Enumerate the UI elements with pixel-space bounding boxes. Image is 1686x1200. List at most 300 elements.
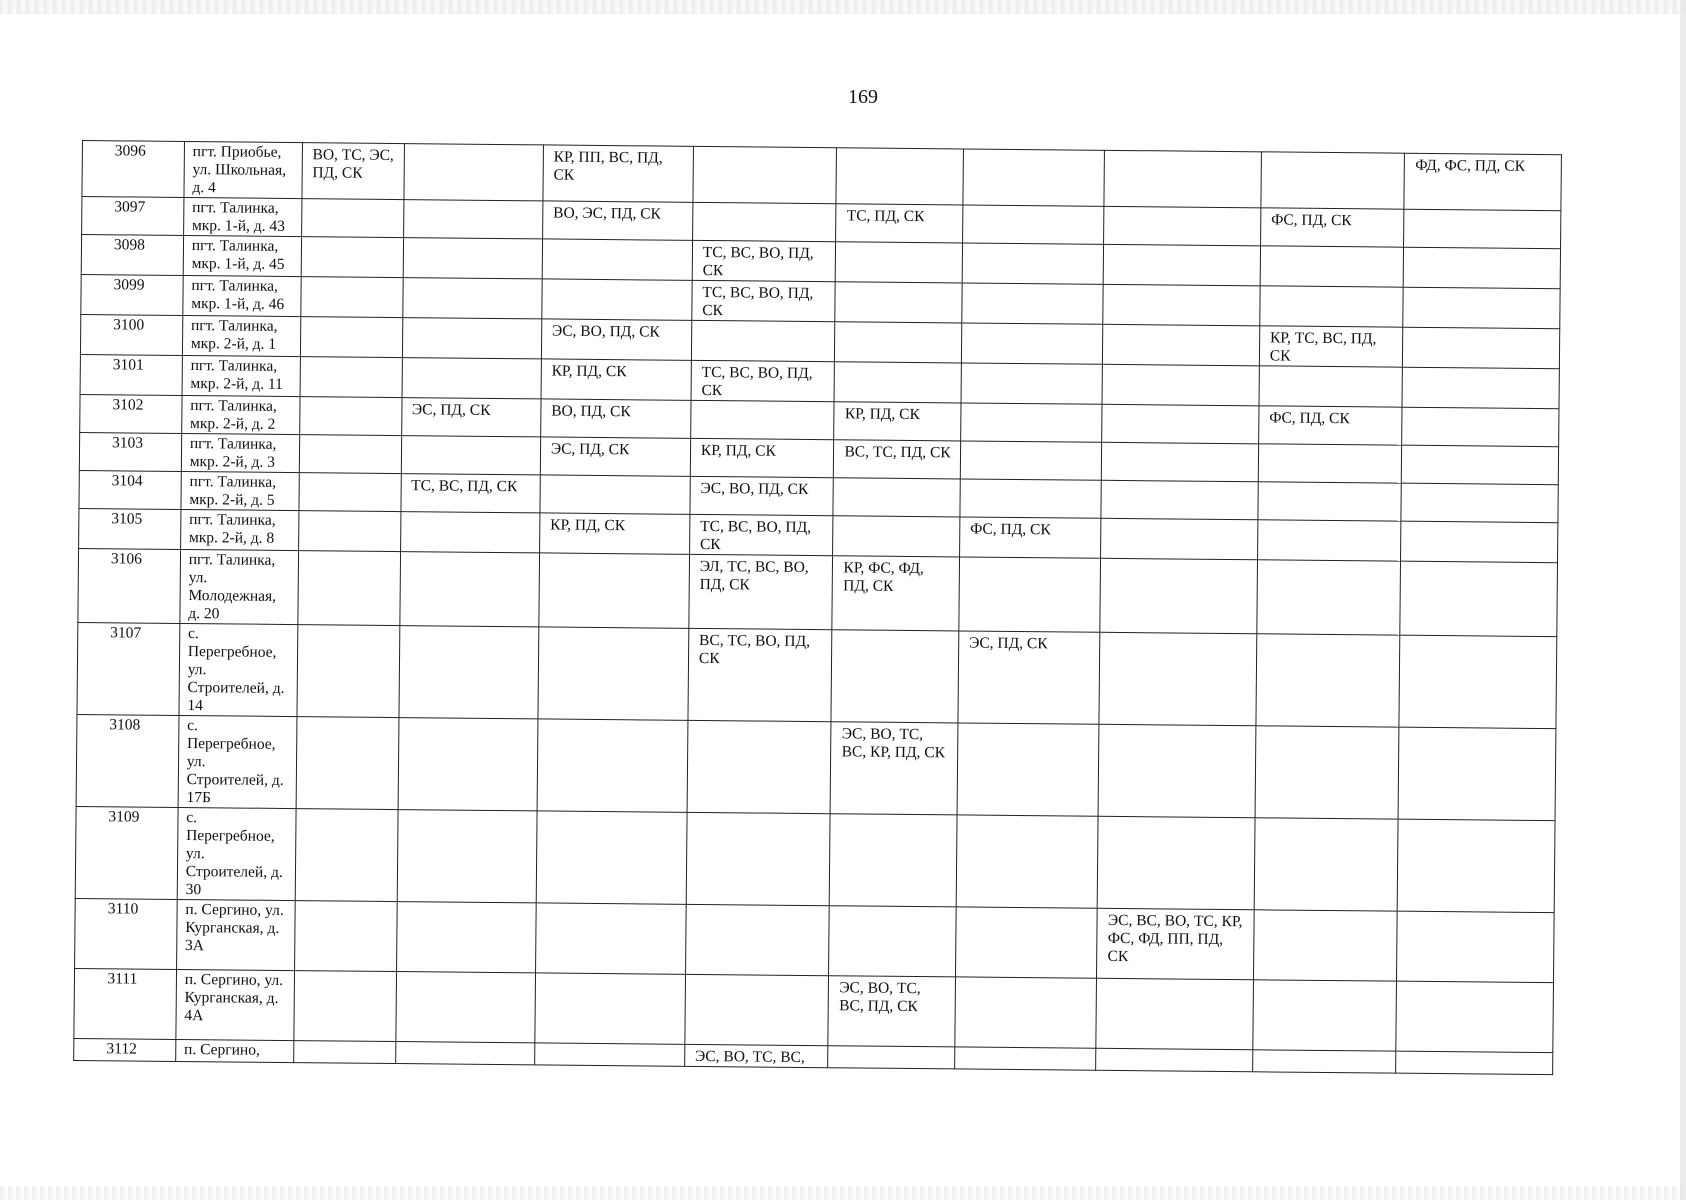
work-type-codes (974, 153, 1096, 154)
work-type-cell (299, 435, 401, 474)
work-type-cell (298, 511, 400, 552)
work-type-cell (299, 473, 401, 512)
work-type-cell (1403, 327, 1560, 369)
table-row (75, 806, 1555, 912)
work-type-codes: КР, ТС, ВС, ПД, СК (1269, 329, 1377, 365)
work-type-codes (846, 285, 953, 286)
address-cell: пгт. Талинка, мкр. 2-й, д. 2 (182, 395, 300, 434)
work-type-codes (847, 151, 954, 152)
work-type-cell (1100, 558, 1257, 633)
work-type-cell (398, 718, 538, 811)
work-type-codes: ЭС, ВО, ТС, ВС, (695, 1047, 805, 1066)
row-number-cell: 3107 (77, 622, 180, 715)
work-type-cell (542, 201, 692, 240)
work-type-codes: ВО, ПД, СК (551, 402, 631, 421)
work-type-cell (1104, 206, 1261, 246)
work-type-cell (961, 323, 1103, 364)
work-type-codes (1414, 291, 1552, 292)
work-type-codes: КР, ПП, ВС, ПД, СК (553, 148, 663, 184)
work-type-cell (1404, 153, 1561, 210)
work-type-cell (1396, 981, 1553, 1052)
work-type-cell (962, 205, 1104, 244)
work-type-codes (1413, 411, 1551, 412)
work-type-cell (1402, 445, 1559, 485)
work-type-cell (1259, 366, 1403, 407)
work-type-codes: ТС, ВС, ВО, ПД, СК (701, 363, 813, 400)
work-type-cell (293, 1041, 395, 1064)
work-type-codes (1414, 331, 1552, 332)
work-type-codes (1112, 522, 1249, 523)
work-type-codes (548, 723, 679, 724)
work-type-codes (414, 241, 534, 242)
work-type-cell (690, 438, 834, 477)
work-type-codes (413, 281, 533, 282)
work-type-cell (1104, 150, 1261, 207)
work-type-cell (400, 512, 540, 553)
work-type-cell (955, 1047, 1097, 1070)
work-type-codes (1270, 369, 1395, 370)
row-number-cell: 3112 (74, 1038, 176, 1061)
work-type-codes (308, 628, 391, 629)
work-type-codes (411, 555, 531, 556)
work-type-cell (685, 904, 829, 975)
work-type-cell (955, 977, 1097, 1048)
work-type-codes (1269, 447, 1394, 448)
work-type-codes (1110, 728, 1247, 729)
work-type-cell (1261, 152, 1405, 209)
work-type-cell (960, 441, 1102, 480)
row-number-cell: 3106 (78, 548, 181, 623)
work-type-cell (534, 1043, 684, 1066)
work-type-codes (967, 819, 1089, 820)
work-type-codes (1410, 731, 1548, 732)
work-type-cell (1253, 910, 1397, 981)
work-type-cell (1097, 908, 1254, 979)
work-type-cell (1104, 244, 1261, 286)
work-type-codes (1269, 485, 1394, 486)
work-type-cell (958, 631, 1100, 724)
work-type-codes (1270, 289, 1395, 290)
work-type-codes (697, 908, 822, 909)
work-type-codes: ТС, ВС, ВО, ПД, СК (702, 243, 814, 280)
work-type-cell (1256, 634, 1400, 727)
work-type-cell (691, 320, 835, 361)
work-type-cell (1102, 404, 1259, 444)
work-type-cell (535, 903, 686, 974)
row-number-cell: 3108 (76, 714, 179, 807)
work-type-cell (1103, 284, 1260, 326)
work-type-cell (831, 630, 958, 723)
work-type-cell (1257, 520, 1401, 561)
work-type-codes: ВС, ТС, ПД, СК (844, 443, 951, 462)
work-type-cell (835, 322, 962, 363)
address-cell: пгт. Талинка, мкр. 2-й, д. 8 (180, 509, 298, 550)
work-type-codes (1115, 154, 1252, 155)
work-type-codes: ТС, ВС, ВО, ПД, СК (699, 517, 812, 554)
work-type-cell (1401, 483, 1558, 523)
row-number-cell: 3105 (79, 508, 181, 549)
work-type-cell (399, 552, 539, 627)
work-type-cell (535, 973, 686, 1044)
work-type-codes: ФД, ФС, ПД, СК (1415, 156, 1526, 175)
work-type-codes (310, 438, 393, 439)
work-type-codes (846, 325, 953, 326)
work-type-cell (1255, 726, 1399, 819)
work-type-codes (967, 911, 1089, 912)
work-type-codes (703, 206, 828, 207)
work-type-codes: ТС, ВС, ПД, СК (411, 477, 518, 496)
work-type-cell (686, 812, 830, 905)
work-type-codes (1411, 565, 1549, 566)
work-type-codes (552, 283, 683, 284)
work-type-codes (839, 1049, 946, 1050)
work-type-codes: ВС, ТС, ВО, ПД, СК (698, 631, 811, 668)
work-type-codes (1107, 1052, 1244, 1053)
work-type-cell (400, 474, 540, 513)
work-type-cell (831, 722, 958, 815)
work-type-codes (309, 554, 392, 555)
objects-table (73, 140, 1562, 1075)
work-type-codes (1114, 328, 1251, 329)
work-type-codes (1409, 823, 1547, 824)
address-cell: пгт. Талинка, мкр. 1-й, д. 46 (183, 275, 301, 316)
work-type-cell (689, 514, 833, 555)
work-type-codes (1264, 983, 1389, 984)
work-type-cell (1258, 444, 1402, 483)
work-type-cell (542, 279, 692, 320)
work-type-cell (299, 397, 401, 436)
work-type-cell (692, 240, 836, 281)
work-type-cell (1260, 246, 1404, 287)
work-type-codes (549, 631, 680, 632)
work-type-codes (309, 514, 392, 515)
work-type-codes (406, 1045, 526, 1046)
work-type-cell (956, 815, 1098, 908)
work-type-codes (312, 202, 395, 203)
work-type-codes (846, 245, 953, 246)
table-body (74, 141, 1562, 1075)
work-type-codes: ВО, ЭС, ПД, СК (553, 204, 662, 223)
work-type-cell (689, 554, 833, 629)
work-type-codes (412, 439, 532, 440)
address-cell: пгт. Талинка, мкр. 2-й, д. 1 (182, 315, 300, 356)
work-type-codes (1111, 562, 1248, 563)
work-type-cell (1102, 364, 1259, 406)
work-type-codes: ЭС, ВО, ТС, ВС, ПД, СК (839, 979, 921, 1016)
work-type-cell (398, 626, 538, 719)
work-type-codes: КР, ПД, СК (551, 362, 627, 381)
work-type-cell (295, 809, 398, 902)
work-type-cell (959, 557, 1101, 632)
work-type-cell (302, 143, 404, 200)
work-type-cell (1258, 406, 1402, 445)
work-type-cell (690, 476, 834, 515)
work-type-cell (1397, 911, 1554, 982)
work-type-cell (395, 972, 535, 1043)
work-type-cell (1260, 208, 1404, 247)
work-type-cell (834, 362, 961, 403)
work-type-cell (836, 148, 963, 205)
row-number-cell: 3098 (81, 235, 183, 276)
work-type-codes (1408, 915, 1546, 916)
work-type-cell (1257, 560, 1401, 635)
row-number-cell: 3111 (74, 968, 176, 1039)
table-row (76, 714, 1556, 820)
work-type-cell (830, 814, 957, 907)
work-type-codes (414, 203, 534, 204)
address-cell: пгт. Талинка, мкр. 2-й, д. 3 (181, 433, 299, 472)
work-type-codes (1267, 637, 1392, 638)
scan-artifact-top (0, 0, 1686, 14)
work-type-codes (553, 243, 684, 244)
work-type-codes (1414, 251, 1552, 252)
work-type-codes (1415, 213, 1553, 214)
work-type-codes (1107, 982, 1244, 983)
work-type-codes (697, 816, 822, 817)
work-type-codes (1268, 563, 1393, 564)
address-cell: пгт. Приобье, ул. Школьная, д. 4 (184, 141, 302, 198)
work-type-cell (688, 628, 832, 721)
work-type-cell (834, 440, 961, 479)
page-number: 169 (848, 86, 878, 108)
address-cell: пгт. Талинка, мкр. 1-й, д. 45 (183, 235, 301, 276)
work-type-codes (1407, 985, 1545, 986)
row-number-cell: 3102 (80, 394, 182, 433)
work-type-codes: ТС, ПД, СК (846, 207, 925, 226)
work-type-cell (1258, 482, 1402, 521)
work-type-cell (539, 553, 690, 628)
work-type-cell (828, 1046, 955, 1069)
work-type-codes (702, 324, 827, 325)
work-type-cell (403, 200, 543, 239)
address-cell: с. Перегребное, ул. Строителей, д. 17Б (178, 715, 297, 808)
work-type-cell (541, 359, 691, 400)
work-type-cell (540, 399, 690, 438)
work-type-codes (1412, 487, 1550, 488)
work-type-codes (840, 909, 947, 910)
table-row (77, 622, 1557, 728)
work-type-cell (963, 149, 1105, 206)
work-type-cell (1099, 632, 1256, 725)
work-type-cell (297, 625, 400, 718)
work-type-cell (296, 717, 399, 810)
row-number-cell: 3101 (80, 354, 182, 395)
work-type-codes (843, 633, 950, 634)
work-type-cell (833, 478, 960, 517)
work-type-codes (1109, 820, 1246, 821)
work-type-codes (311, 280, 394, 281)
work-type-cell (543, 145, 694, 202)
work-type-cell (960, 479, 1102, 518)
work-type-cell (962, 283, 1104, 324)
row-number-cell: 3097 (82, 197, 184, 236)
work-type-cell (403, 238, 543, 279)
work-type-cell (1403, 287, 1560, 329)
work-type-cell (832, 556, 959, 631)
work-type-codes (414, 147, 534, 148)
work-type-cell (301, 199, 403, 238)
work-type-codes: КР, ПД, СК (700, 441, 776, 460)
work-type-codes (970, 561, 1092, 562)
work-type-codes (968, 727, 1090, 728)
work-type-cell (538, 627, 689, 720)
work-type-codes (312, 240, 395, 241)
work-type-cell (835, 282, 962, 323)
work-type-codes (973, 209, 1095, 210)
work-type-cell (1101, 518, 1258, 560)
work-type-codes (1266, 729, 1391, 730)
work-type-cell (1399, 635, 1556, 728)
work-type-codes (410, 629, 530, 630)
work-type-codes (698, 724, 823, 725)
work-type-cell (962, 243, 1104, 284)
work-type-codes: КР, ПД, СК (844, 405, 920, 424)
work-type-cell (834, 402, 961, 441)
work-type-codes (965, 1051, 1087, 1052)
work-type-cell (1096, 1048, 1253, 1072)
work-type-codes: КР, ФС, ФД, ПД, СК (843, 559, 924, 595)
work-type-codes (407, 905, 527, 906)
work-type-cell (1401, 521, 1558, 563)
work-type-cell (961, 363, 1103, 404)
work-type-codes (1271, 249, 1396, 250)
work-type-cell (955, 907, 1097, 978)
work-type-cell (1096, 978, 1253, 1049)
address-cell: с. Перегребное, ул. Строителей, д. 30 (177, 807, 296, 900)
work-type-codes (1265, 821, 1390, 822)
work-type-cell (301, 237, 403, 278)
work-type-codes (311, 360, 394, 361)
work-type-codes (1268, 523, 1393, 524)
work-type-codes: ЭС, ВО, ТС, ВС, КР, ПД, СК (841, 725, 946, 762)
work-type-cell (294, 971, 396, 1042)
work-type-codes (1413, 371, 1551, 372)
row-number-cell: 3109 (75, 806, 178, 899)
work-type-cell (1252, 1050, 1396, 1073)
work-type-codes (1264, 913, 1389, 914)
work-type-codes (973, 287, 1095, 288)
work-type-cell (537, 719, 688, 812)
work-type-codes (1114, 288, 1251, 289)
work-type-cell (1402, 367, 1559, 409)
work-type-cell (301, 277, 403, 318)
work-type-codes: ТС, ВС, ВО, ПД, СК (702, 283, 814, 320)
work-type-codes (1412, 525, 1550, 526)
work-type-codes: ФС, ПД, СК (1269, 409, 1350, 428)
work-type-codes (971, 407, 1093, 408)
work-type-codes (1411, 639, 1549, 640)
work-type-cell (1396, 1051, 1553, 1075)
work-type-cell (684, 1044, 828, 1067)
row-number-cell: 3096 (82, 141, 184, 198)
work-type-codes (311, 320, 394, 321)
work-type-codes (1272, 155, 1397, 156)
work-type-cell (402, 278, 542, 319)
work-type-codes (966, 981, 1088, 982)
work-type-codes: ВО, ТС, ЭС, ПД, СК (312, 146, 394, 182)
work-type-codes: ЭС, ВО, ПД, СК (700, 479, 809, 498)
work-type-cell (687, 720, 831, 813)
work-type-codes (845, 365, 952, 366)
work-type-codes (1113, 368, 1250, 369)
work-type-cell (1404, 247, 1561, 289)
work-type-codes (973, 247, 1095, 248)
work-type-codes (1413, 449, 1551, 450)
work-type-cell (1398, 819, 1555, 912)
work-type-codes (1407, 1055, 1545, 1056)
row-number-cell: 3099 (81, 274, 183, 315)
work-type-codes (844, 519, 951, 520)
work-type-codes: КР, ПД, СК (550, 516, 626, 535)
work-type-cell (536, 811, 687, 904)
work-type-codes (971, 483, 1093, 484)
work-type-codes (1113, 408, 1250, 409)
work-type-codes (546, 976, 677, 977)
work-type-cell (402, 358, 542, 399)
address-cell: пгт. Талинка, мкр. 1-й, д. 43 (183, 197, 301, 236)
work-type-codes (305, 974, 388, 975)
work-type-codes (971, 445, 1093, 446)
work-type-codes (841, 817, 948, 818)
work-type-codes (844, 481, 951, 482)
work-type-cell (401, 436, 541, 475)
work-type-codes (551, 479, 682, 480)
work-type-codes: ЭС, ВО, ПД, СК (551, 322, 660, 341)
work-type-codes (972, 367, 1094, 368)
table-container (73, 140, 1562, 1075)
work-type-codes (972, 327, 1094, 328)
work-type-codes (306, 812, 389, 813)
work-type-codes: ЭС, ПД, СК (969, 634, 1048, 653)
work-type-cell (1098, 724, 1255, 817)
work-type-cell (1399, 727, 1556, 820)
work-type-codes (696, 978, 821, 979)
work-type-codes (309, 476, 392, 477)
table-row (78, 548, 1558, 636)
work-type-codes (413, 321, 533, 322)
work-type-cell (539, 513, 689, 554)
work-type-codes (407, 975, 527, 976)
work-type-codes (1263, 1053, 1388, 1054)
address-cell: пгт. Талинка, мкр. 2-й, д. 11 (182, 355, 300, 396)
address-cell: п. Сергино, ул. Курганская, д. 4А (176, 969, 295, 1040)
work-type-codes (1115, 210, 1252, 211)
work-type-cell (692, 202, 836, 241)
work-type-cell (1253, 980, 1397, 1051)
work-type-cell (1260, 286, 1404, 327)
work-type-cell (957, 723, 1099, 816)
work-type-codes (412, 361, 532, 362)
work-type-cell (1101, 480, 1258, 520)
work-type-cell (836, 204, 963, 243)
work-type-cell (829, 906, 956, 977)
work-type-cell (691, 360, 835, 401)
row-number-cell: 3100 (80, 314, 182, 355)
work-type-codes (701, 404, 826, 405)
work-type-codes (1111, 636, 1248, 637)
work-type-cell (959, 517, 1101, 558)
work-type-codes: ЭС, ПД, СК (550, 440, 630, 459)
scan-artifact-bottom (0, 1186, 1686, 1200)
work-type-cell (1102, 442, 1259, 482)
work-type-codes: ЭЛ, ТС, ВС, ВО, ПД, СК (699, 557, 809, 594)
work-type-codes: ЭС, ПД, СК (411, 401, 491, 419)
work-type-cell (541, 319, 691, 360)
address-cell: пгт. Талинка, ул. Молодежная, д. 20 (180, 549, 299, 624)
work-type-cell (294, 901, 396, 972)
row-number-cell: 3110 (75, 898, 177, 969)
work-type-cell (1259, 326, 1403, 367)
